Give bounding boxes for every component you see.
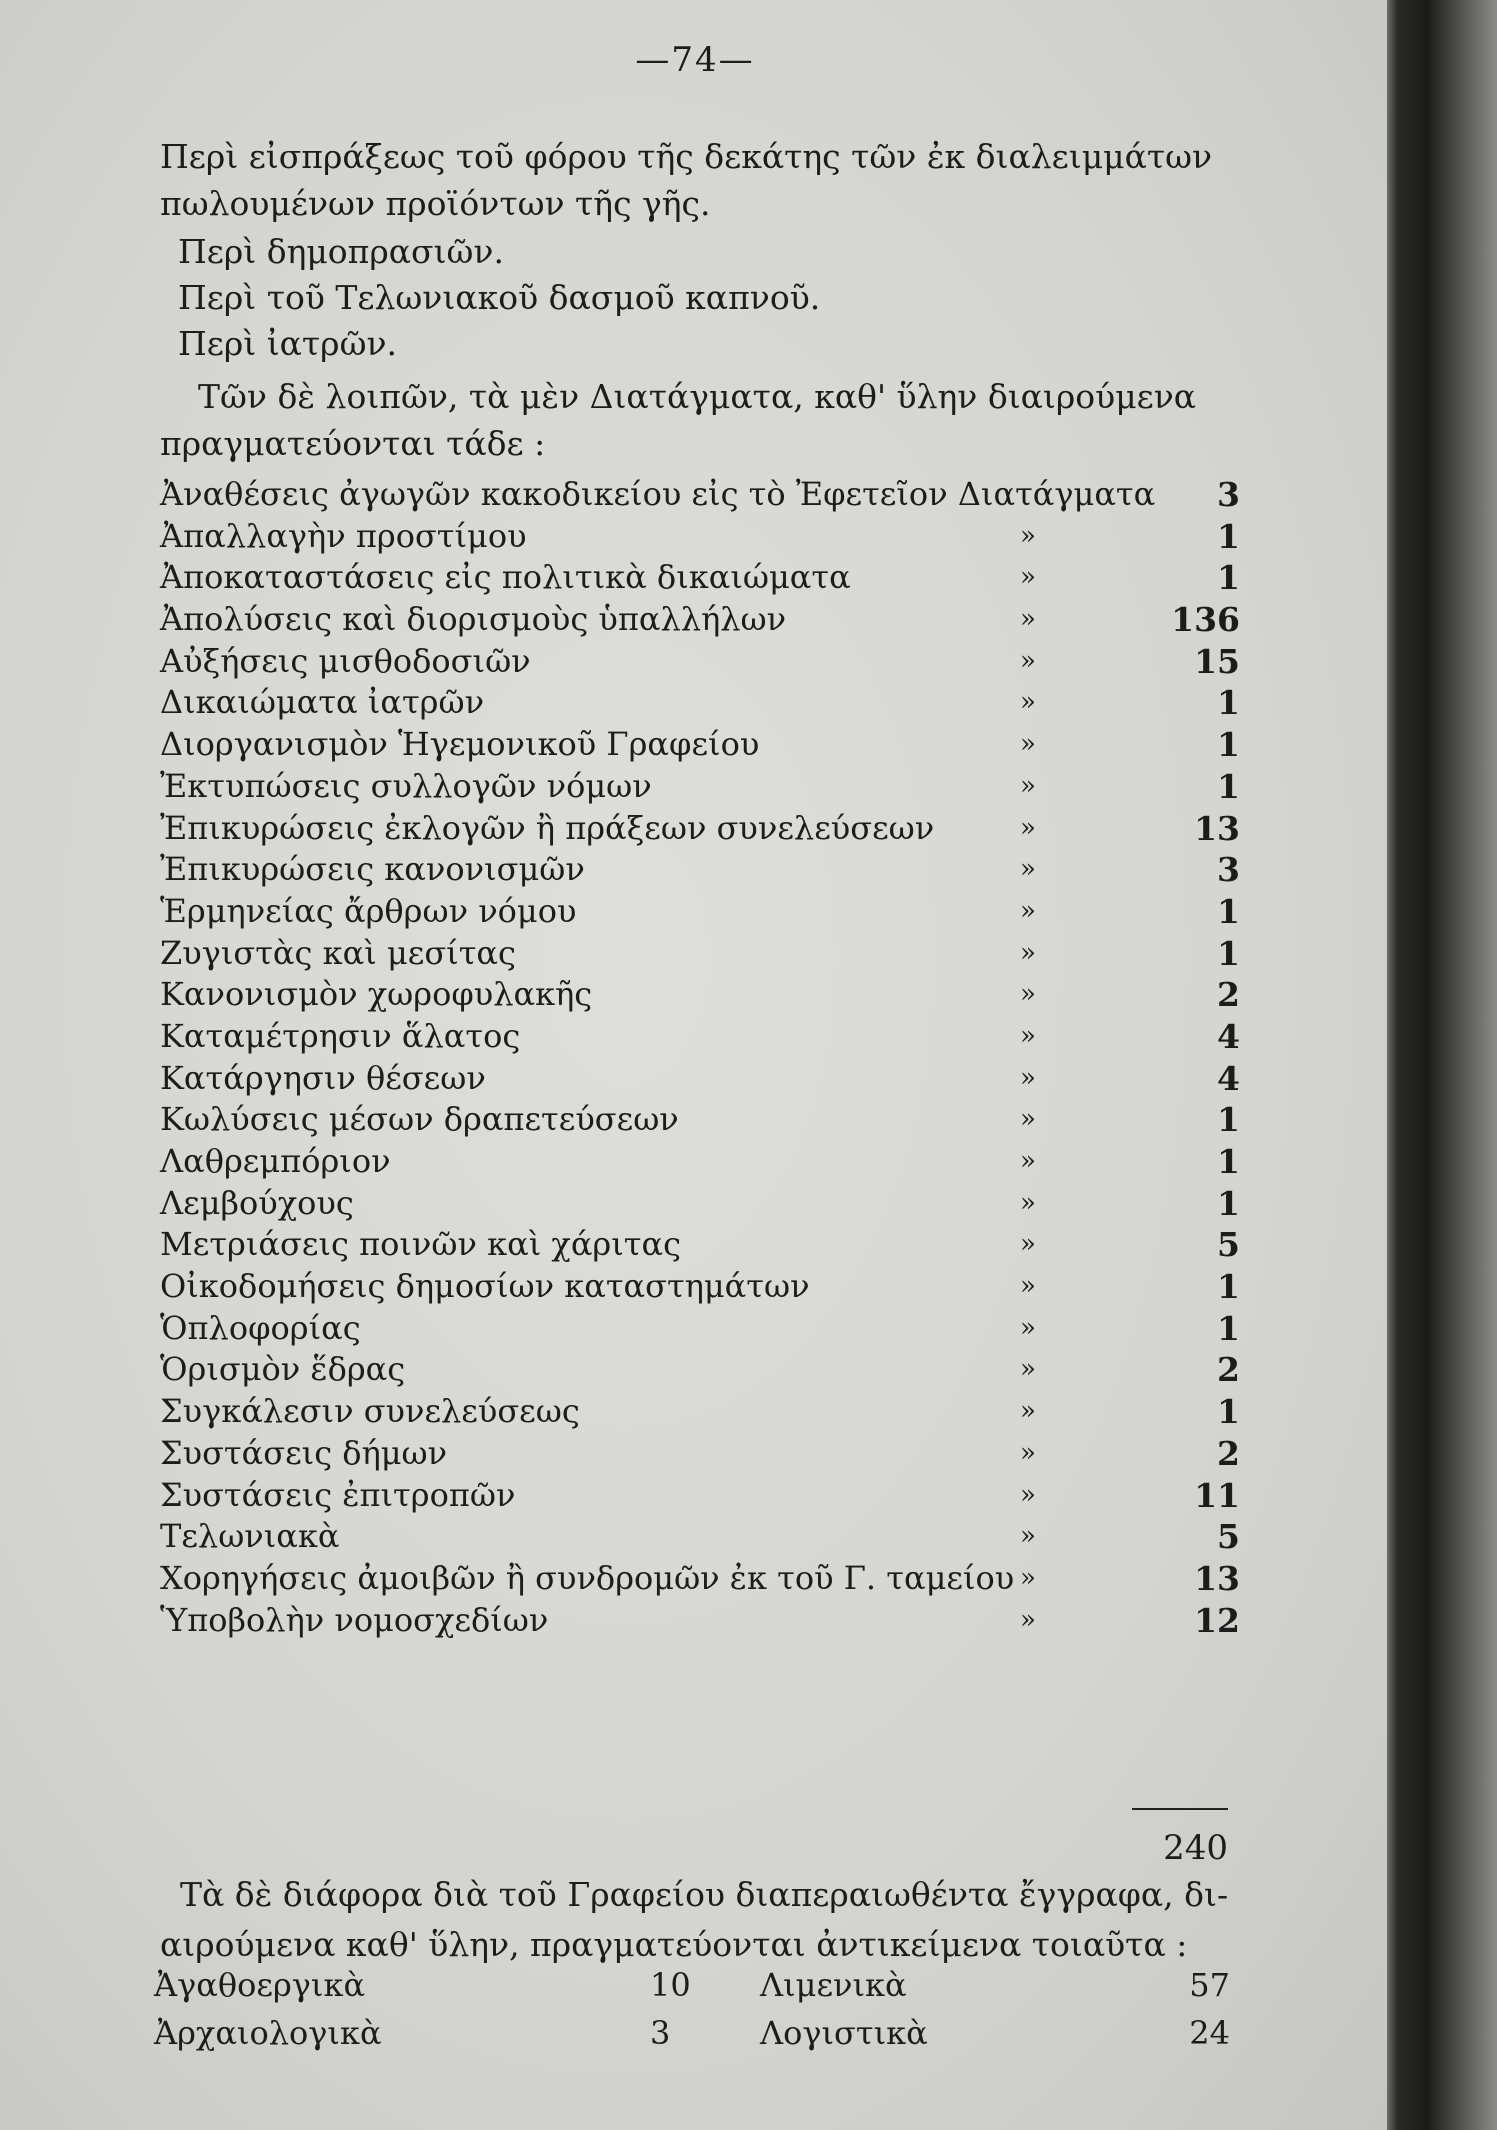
ditto-mark: »: [1020, 854, 1036, 885]
text-line: Περὶ τοῦ Τελωνιακοῦ δασμοῦ καπνοῦ.: [178, 278, 821, 317]
decree-count: 1: [1217, 1308, 1240, 1348]
decree-label: Τελωνιακὰ: [160, 1517, 340, 1556]
decree-list: [160, 474, 1240, 1641]
decree-row: [160, 1224, 1240, 1266]
decree-count: 2: [1217, 1350, 1240, 1390]
decree-row: [160, 1141, 1240, 1183]
decree-count: 1: [1217, 891, 1240, 931]
ditto-mark: »: [1020, 1146, 1036, 1176]
decree-count: 1: [1217, 766, 1240, 806]
decree-row: [160, 682, 1240, 724]
decree-count: 3: [1217, 475, 1240, 514]
decree-row: [160, 1099, 1240, 1141]
closing-paragraph: [160, 1870, 1230, 1970]
documents-list: [140, 1966, 1230, 2062]
document-label: Ἀγαθοεργικὰ: [154, 1966, 366, 2004]
decree-count: 11: [1194, 1475, 1240, 1515]
decree-row: [160, 1308, 1240, 1350]
decree-label: Μετριάσεις ποινῶν καὶ χάριτας: [160, 1225, 682, 1264]
decree-label: Ἀπολύσεις καὶ διορισμοὺς ὑπαλλήλων: [160, 600, 787, 639]
ditto-mark: »: [1020, 1062, 1036, 1093]
decree-row: [160, 849, 1240, 891]
text-line: Περὶ εἰσπράξεως τοῦ φόρου τῆς δεκάτης τῶν ἐκ διαλειμμάτων: [160, 137, 1213, 176]
text-line: πραγματεύονται τάδε :: [160, 424, 546, 463]
document-count: 10: [650, 1966, 691, 2004]
document-label: Λογιστικὰ: [760, 2014, 928, 2052]
ditto-mark: »: [1020, 645, 1036, 676]
sum-rule: [1132, 1808, 1228, 1810]
decree-label: Δικαιώματα ἰατρῶν: [160, 683, 485, 722]
decree-row: [160, 1016, 1240, 1058]
decree-count: 5: [1217, 1517, 1240, 1557]
decree-row: [160, 1349, 1240, 1391]
decree-label: Ὑποβολὴν νομοσχεδίων: [160, 1600, 549, 1639]
text-line: Τὰ δὲ διάφορα διὰ τοῦ Γραφείου διαπεραιωθέντα ἔγγραφα, δι-: [180, 1875, 1229, 1914]
ditto-mark: »: [1020, 604, 1036, 635]
ditto-mark: »: [1020, 1604, 1036, 1635]
document-row: [140, 2014, 1230, 2062]
decree-label: Αὐξήσεις μισθοδοσιῶν: [160, 641, 531, 680]
page-number: —74—: [635, 40, 755, 80]
ditto-mark: »: [1020, 1271, 1036, 1302]
decree-label: Ὁρισμὸν ἕδρας: [160, 1350, 406, 1389]
decree-row: [160, 766, 1240, 808]
decree-row: [160, 808, 1240, 850]
decree-count: 1: [1217, 1183, 1240, 1223]
decree-row: [160, 1433, 1240, 1475]
decree-label: Λεμβούχους: [160, 1183, 354, 1222]
ditto-mark: »: [1020, 979, 1036, 1010]
document-count: 3: [650, 2014, 671, 2052]
decree-row: [160, 1516, 1240, 1558]
decree-row: [160, 1600, 1240, 1642]
document-count: 57: [1189, 1966, 1230, 2004]
decree-label: Ἀναθέσεις ἀγωγῶν κακοδικείου εἰς τὸ Ἐφετεῖον Διατάγματα: [160, 475, 1156, 513]
decree-count: 1: [1217, 933, 1240, 973]
ditto-mark: »: [1020, 770, 1036, 801]
decree-row: [160, 599, 1240, 641]
decree-count: 1: [1217, 1267, 1240, 1307]
decree-row: [160, 1183, 1240, 1225]
decree-row: [160, 1266, 1240, 1308]
decree-count: 2: [1217, 975, 1240, 1015]
decree-row: [160, 516, 1240, 558]
decree-count: 136: [1171, 600, 1240, 640]
decree-count: 12: [1194, 1600, 1240, 1640]
ditto-mark: »: [1020, 1521, 1036, 1552]
decree-row: [160, 891, 1240, 933]
ditto-mark: »: [1020, 1396, 1036, 1427]
decree-row: [160, 933, 1240, 975]
decree-label: Ζυγιστὰς καὶ μεσίτας: [160, 933, 516, 972]
document-label: Ἀρχαιολογικὰ: [154, 2014, 382, 2052]
decree-label: Διοργανισμὸν Ἡγεμονικοῦ Γραφείου: [160, 725, 760, 764]
decree-label: Ἀποκαταστάσεις εἰς πολιτικὰ δικαιώματα: [160, 558, 851, 597]
decree-count: 1: [1217, 683, 1240, 723]
document-count: 24: [1189, 2014, 1230, 2052]
decree-count: 13: [1194, 808, 1240, 848]
decree-count: 13: [1194, 1558, 1240, 1598]
decree-count: 4: [1217, 1058, 1240, 1098]
decree-label: Κανονισμὸν χωροφυλακῆς: [160, 975, 593, 1014]
ditto-mark: »: [1020, 729, 1036, 760]
intro-paragraph: [160, 133, 1230, 227]
total-count: 240: [1163, 1828, 1228, 1868]
decree-label: Ἑρμηνείας ἄρθρων νόμου: [160, 891, 577, 930]
ditto-mark: »: [1020, 1354, 1036, 1385]
decree-row: [160, 1558, 1240, 1600]
decree-label: Κωλύσεις μέσων δραπετεύσεων: [160, 1100, 679, 1139]
decree-count: 1: [1217, 1100, 1240, 1140]
text-line: Τῶν δὲ λοιπῶν, τὰ μὲν Διατάγματα, καθ' ὕλην διαιρούμενα: [198, 377, 1197, 416]
decree-label: Συγκάλεσιν συνελεύσεως: [160, 1392, 580, 1431]
decree-count: 3: [1217, 850, 1240, 890]
decree-row: [160, 1475, 1240, 1517]
decree-count: 1: [1217, 725, 1240, 765]
ditto-mark: »: [1020, 937, 1036, 968]
decree-count: 5: [1217, 1225, 1240, 1265]
ditto-mark: »: [1020, 687, 1036, 718]
document-label: Λιμενικὰ: [760, 1966, 907, 2004]
decree-label: Καταμέτρησιν ἅλατος: [160, 1016, 521, 1055]
decree-label: Συστάσεις δήμων: [160, 1433, 448, 1472]
decree-count: 1: [1217, 1142, 1240, 1181]
decree-count: 2: [1217, 1433, 1240, 1473]
ditto-mark: »: [1020, 1562, 1036, 1593]
decree-label: Ὁπλοφορίας: [160, 1308, 361, 1347]
decree-row: [160, 474, 1240, 516]
decree-label: Ἐπικυρώσεις ἐκλογῶν ἢ πράξεων συνελεύσεων: [160, 808, 935, 847]
ditto-mark: »: [1020, 1437, 1036, 1468]
decree-label: Οἰκοδομήσεις δημοσίων καταστημάτων: [160, 1267, 810, 1306]
decree-count: 1: [1217, 558, 1240, 598]
decree-label: Κατάργησιν θέσεων: [160, 1058, 486, 1097]
ditto-mark: »: [1020, 1020, 1036, 1051]
decree-row: [160, 974, 1240, 1016]
text-line: Περὶ δημοπρασιῶν.: [178, 232, 504, 271]
ditto-mark: »: [1020, 812, 1036, 843]
decree-count: 15: [1194, 641, 1240, 681]
decree-label: Συστάσεις ἐπιτροπῶν: [160, 1475, 516, 1514]
decree-label: Ἀπαλλαγὴν προστίμου: [160, 516, 527, 555]
ditto-mark: »: [1020, 1479, 1036, 1510]
decree-count: 1: [1217, 1392, 1240, 1432]
ditto-mark: »: [1020, 562, 1036, 593]
document-row: [140, 1966, 1230, 2014]
decree-row: [160, 557, 1240, 599]
decree-label: Ἐκτυπώσεις συλλογῶν νόμων: [160, 766, 652, 805]
text-line: πωλουμένων προϊόντων τῆς γῆς.: [160, 184, 711, 223]
decree-row: [160, 641, 1240, 683]
text-line: Περὶ ἰατρῶν.: [178, 324, 398, 363]
decree-count: 4: [1217, 1016, 1240, 1056]
ditto-mark: »: [1020, 1229, 1036, 1260]
text-line: αιρούμενα καθ' ὕλην, πραγματεύονται ἀντικείμενα τοιαῦτα :: [160, 1925, 1188, 1964]
decree-label: Λαθρεμπόριον: [160, 1142, 391, 1180]
ditto-mark: »: [1020, 1312, 1036, 1343]
ditto-mark: »: [1020, 1187, 1036, 1218]
decree-label: Ἐπικυρώσεις κανονισμῶν: [160, 850, 585, 889]
decree-row: [160, 1058, 1240, 1100]
ditto-mark: »: [1020, 1104, 1036, 1135]
decree-label: Χορηγήσεις ἀμοιβῶν ἢ συνδρομῶν ἐκ τοῦ Γ. ταμείου: [160, 1558, 1015, 1597]
decree-row: [160, 724, 1240, 766]
ditto-mark: »: [1020, 895, 1036, 926]
ditto-mark: »: [1020, 520, 1036, 551]
decree-row: [160, 1391, 1240, 1433]
book-spine-shadow: [1387, 0, 1497, 2130]
decree-count: 1: [1217, 516, 1240, 556]
